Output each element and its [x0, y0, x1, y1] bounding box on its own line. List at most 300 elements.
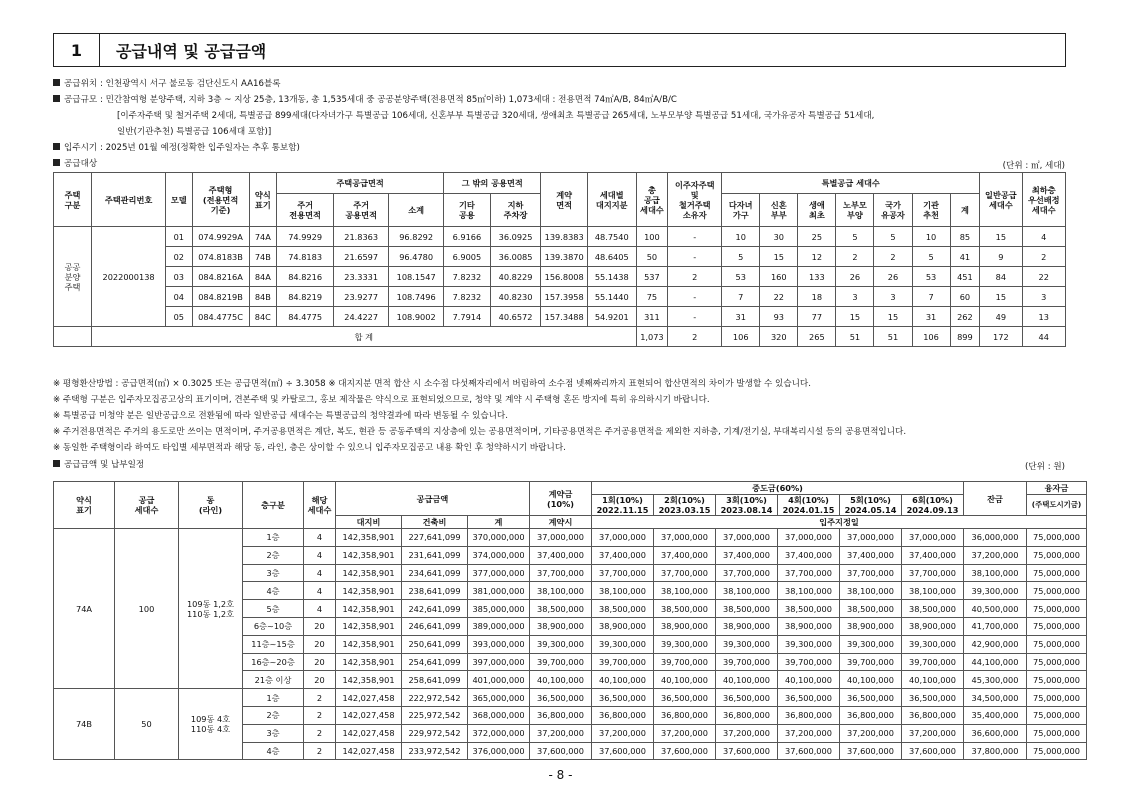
table-cell: 45,300,000 [964, 671, 1027, 689]
table-row [54, 247, 1066, 267]
total-cell: 51 [874, 327, 912, 347]
table-cell: 25 [798, 227, 836, 247]
table-cell: 370,000,000 [468, 529, 530, 547]
table-cell: 381,000,000 [468, 582, 530, 600]
table-cell: 374,000,000 [468, 546, 530, 564]
table-cell: 2층 [243, 706, 304, 724]
table-cell: 54.9201 [587, 307, 636, 327]
table-cell: 133 [798, 267, 836, 287]
table-cell: 36.0085 [490, 247, 541, 267]
table-cell: 37,800,000 [964, 742, 1027, 760]
table-cell: 75,000,000 [1027, 742, 1087, 760]
table-cell: 2 [304, 742, 336, 760]
th-type: 주택 구분 [54, 173, 92, 227]
table-cell: 04 [166, 287, 192, 307]
th2-m6: 6회(10%) 2024.09.13 [902, 495, 964, 516]
table-row [54, 529, 1087, 547]
th-land: 세대별 대지지분 [587, 173, 636, 227]
table-cell: 7 [912, 287, 950, 307]
table-cell: 50 [636, 247, 668, 267]
table-cell: 38,500,000 [840, 600, 902, 618]
table-cell: 385,000,000 [468, 600, 530, 618]
table-cell: 40,100,000 [778, 671, 840, 689]
th-supply-area: 주택공급면적 [277, 173, 444, 194]
table-cell: 142,027,458 [336, 689, 402, 707]
table-cell: 24.4227 [334, 307, 389, 327]
th2-move-in: 입주지정일 [592, 516, 1087, 529]
table-cell: 389,000,000 [468, 617, 530, 635]
unit-label-won: (단위 : 원) [1025, 462, 1065, 472]
table-cell: 100 [636, 227, 668, 247]
table-cell: 39,700,000 [902, 653, 964, 671]
th-other-area: 그 밖의 공용면적 [444, 173, 541, 194]
th2-dep-when: 계약시 [530, 516, 592, 529]
th-etc: 기타 공용 [444, 194, 491, 227]
table-cell: 37,200,000 [592, 724, 654, 742]
table-cell: 36,500,000 [654, 689, 716, 707]
table-cell: 20 [304, 653, 336, 671]
table-cell: 139.3870 [541, 247, 588, 267]
cell-abbr: 74A [54, 529, 115, 689]
table-cell: 258,641,099 [402, 671, 468, 689]
cell-mgmt-code: 2022000138 [92, 227, 166, 327]
total-cell: 265 [798, 327, 836, 347]
th2-abbr: 약식 표기 [54, 482, 115, 529]
table-cell: 5층 [243, 600, 304, 618]
table-cell: 74B [249, 247, 276, 267]
table-cell: 142,358,901 [336, 546, 402, 564]
table-cell: 139.8383 [541, 227, 588, 247]
th-sum: 계 [950, 194, 980, 227]
table-cell: 108.1547 [389, 267, 444, 287]
table-cell: 75,000,000 [1027, 671, 1087, 689]
th2-m3: 3회(10%) 2023.08.14 [716, 495, 778, 516]
table-cell: 16층~20층 [243, 653, 304, 671]
th-merit: 국가 유공자 [874, 194, 912, 227]
th-code: 주택관리번호 [92, 173, 166, 227]
table-cell: 108.7496 [389, 287, 444, 307]
table-cell: 37,600,000 [654, 742, 716, 760]
table-cell: 5 [912, 247, 950, 267]
table-cell: 5 [722, 247, 760, 267]
price-table [53, 481, 1087, 760]
table-cell: 18 [798, 287, 836, 307]
table-cell: 4 [304, 546, 336, 564]
table-cell: 37,600,000 [840, 742, 902, 760]
table-cell: 37,000,000 [530, 529, 592, 547]
table-cell: 21.6597 [334, 247, 389, 267]
table-cell: 39,700,000 [654, 653, 716, 671]
table-cell: 49 [980, 307, 1022, 327]
table-cell: 231,641,099 [402, 546, 468, 564]
note-2: ※ 주택형 구분은 입주자모집공고상의 표기이며, 견본주택 및 카탈로그, 홍보 제작물은 약식으로 표현되었으므로, 청약 및 계약 시 주택형 혼돈 방지에 특히 유의하시기 바랍니다. [53, 395, 710, 405]
total-row [54, 327, 1066, 347]
table-cell: 39,300,000 [902, 635, 964, 653]
table-cell: 75 [636, 287, 668, 307]
info-location: 공급위치 : 인천광역시 서구 불로동 검단신도시 AA16블록 [53, 79, 281, 90]
table-cell: 142,027,458 [336, 706, 402, 724]
table-cell: 23.9277 [334, 287, 389, 307]
table-cell: 75,000,000 [1027, 689, 1087, 707]
table-cell: 96.4780 [389, 247, 444, 267]
table-cell: 38,100,000 [840, 582, 902, 600]
th2-m4: 4회(10%) 2024.01.15 [778, 495, 840, 516]
table-cell: 77 [798, 307, 836, 327]
table-cell: 2 [668, 267, 722, 287]
cell-dong: 109동 1,2호 110동 1,2호 [179, 529, 243, 689]
table-row [54, 287, 1066, 307]
table-cell: 157.3958 [541, 287, 588, 307]
table-cell: 21층 이상 [243, 671, 304, 689]
section-title: 공급내역 및 공급금액 [116, 41, 267, 61]
table-cell: 142,027,458 [336, 742, 402, 760]
square-bullet-icon [53, 460, 60, 467]
table-cell: 12 [798, 247, 836, 267]
th-contract: 계약 면적 [541, 173, 588, 227]
table-cell: 37,700,000 [778, 564, 840, 582]
page-number: - 8 - [548, 768, 573, 782]
th-excl: 주거 전용면적 [277, 194, 334, 227]
th-abbr: 약식 표기 [249, 173, 276, 227]
table-cell: 35,400,000 [964, 706, 1027, 724]
table-cell: 38,900,000 [716, 617, 778, 635]
table-cell: 2 [304, 689, 336, 707]
table-cell: 37,000,000 [902, 529, 964, 547]
table-cell: 42,900,000 [964, 635, 1027, 653]
table-cell: 37,000,000 [840, 529, 902, 547]
table-cell: 41 [950, 247, 980, 267]
table-cell: 26 [874, 267, 912, 287]
table-cell: 1층 [243, 689, 304, 707]
table-cell: 3층 [243, 564, 304, 582]
note-1: ※ 평형환산방법 : 공급면적(㎡) × 0.3025 또는 공급면적(㎡) ÷ 3.3058 ※ 대지지분 면적 합산 시 소수점 다섯째자리에서 버림하여 소수점 넷째짜리까지 표현되어 합산면적의 차이가 발생할 수 있습니다. [53, 379, 811, 389]
table-cell: 37,400,000 [592, 546, 654, 564]
table-cell: 4 [1022, 227, 1065, 247]
table-cell: 13 [1022, 307, 1065, 327]
table-cell: 38,900,000 [592, 617, 654, 635]
table-cell: - [668, 227, 722, 247]
table-cell: 368,000,000 [468, 706, 530, 724]
table-cell: 84.4775 [277, 307, 334, 327]
table-cell: 37,200,000 [778, 724, 840, 742]
table-cell: 7 [722, 287, 760, 307]
table-cell: 074.8183B [192, 247, 249, 267]
table-cell: 4 [304, 529, 336, 547]
total-cell: 899 [950, 327, 980, 347]
table-cell: 10 [912, 227, 950, 247]
table-cell: 393,000,000 [468, 635, 530, 653]
table-cell: 22 [1022, 267, 1065, 287]
table-cell: 93 [760, 307, 798, 327]
th2-bldg: 건축비 [402, 516, 468, 529]
table-cell: 5 [836, 227, 874, 247]
total-cell: 172 [980, 327, 1022, 347]
table-cell: 40.6572 [490, 307, 541, 327]
table-row [54, 267, 1066, 287]
total-cell: 44 [1022, 327, 1065, 347]
cell-house-type: 공공 분양 주택 [54, 227, 92, 327]
table-cell: 2층 [243, 546, 304, 564]
th2-loan: 융자금 [1027, 482, 1087, 495]
table-cell: 74A [249, 227, 276, 247]
table-cell: 242,641,099 [402, 600, 468, 618]
table-cell: 20 [304, 617, 336, 635]
table-cell: 36,500,000 [778, 689, 840, 707]
th-first: 생애 최초 [798, 194, 836, 227]
table-cell: 084.8216A [192, 267, 249, 287]
th-special: 특별공급 세대수 [722, 173, 980, 194]
table-cell: 36,500,000 [840, 689, 902, 707]
table-cell: 36,800,000 [716, 706, 778, 724]
supply-table [53, 172, 1066, 347]
table-cell: 40,100,000 [592, 671, 654, 689]
table-cell: 40,100,000 [530, 671, 592, 689]
th2-middle: 중도금(60%) [592, 482, 964, 495]
table-cell: 38,100,000 [902, 582, 964, 600]
total-cell: 51 [836, 327, 874, 347]
info-scale-detail: [이주자주택 및 철거주택 2세대, 특별공급 899세대(다자녀가구 특별공급 106세대, 신혼부부 특별공급 320세대, 생애최초 특별공급 265세대, 노부모부양 특별공급 51세대, 국가유공자 특별공급 51세대, [117, 111, 875, 121]
table-cell: 20 [304, 635, 336, 653]
table-cell: 39,300,000 [964, 582, 1027, 600]
table-cell: 3 [1022, 287, 1065, 307]
th-multi: 다자녀 가구 [722, 194, 760, 227]
table-cell: 39,300,000 [530, 635, 592, 653]
table-cell: 37,400,000 [778, 546, 840, 564]
note-3: ※ 특별공급 미청약 분은 일반공급으로 전환됨에 따라 일반공급 세대수는 특별공급의 청약결과에 따라 변동될 수 있습니다. [53, 411, 508, 421]
table-cell: 37,600,000 [530, 742, 592, 760]
table-cell: 36,600,000 [964, 724, 1027, 742]
th2-loan-sub: (주택도시기금) [1027, 495, 1087, 516]
table-cell: 401,000,000 [468, 671, 530, 689]
table-cell: 238,641,099 [402, 582, 468, 600]
th2-deposit: 계약금 (10%) [530, 482, 592, 516]
table-cell: 38,900,000 [778, 617, 840, 635]
table-cell: 451 [950, 267, 980, 287]
table-cell: 377,000,000 [468, 564, 530, 582]
info-move-in: 입주시기 : 2025년 01월 예정(정확한 입주일자는 추후 통보함) [53, 143, 300, 154]
table-cell: 31 [912, 307, 950, 327]
table-cell: 37,600,000 [592, 742, 654, 760]
table-cell: 6층~10층 [243, 617, 304, 635]
table-cell: 7.8232 [444, 287, 491, 307]
table-cell: 372,000,000 [468, 724, 530, 742]
table-cell: 37,200,000 [716, 724, 778, 742]
table-cell: 39,300,000 [716, 635, 778, 653]
table-cell: 38,100,000 [716, 582, 778, 600]
cell-total-label: 합 계 [92, 327, 637, 347]
table-cell: 142,358,901 [336, 617, 402, 635]
table-cell: 31 [722, 307, 760, 327]
table-cell: 37,700,000 [530, 564, 592, 582]
table-cell: 2 [304, 724, 336, 742]
table-cell: 38,500,000 [530, 600, 592, 618]
table-cell: 36,000,000 [964, 529, 1027, 547]
info-scale-detail-2: 일반(기관추천) 특별공급 106세대 포함)] [117, 127, 272, 137]
table-cell: 156.8008 [541, 267, 588, 287]
table-cell: 37,000,000 [716, 529, 778, 547]
table-cell: 4 [304, 600, 336, 618]
table-cell: 38,900,000 [654, 617, 716, 635]
table-cell: 38,500,000 [778, 600, 840, 618]
table-cell: 84 [980, 267, 1022, 287]
table-row [54, 227, 1066, 247]
th2-dong: 동 (라인) [179, 482, 243, 529]
table-cell: 39,300,000 [654, 635, 716, 653]
table-cell: 246,641,099 [402, 617, 468, 635]
table-cell: 233,972,542 [402, 742, 468, 760]
table-cell: 48.6405 [587, 247, 636, 267]
table-row [54, 689, 1087, 707]
table-cell: 22 [760, 287, 798, 307]
note-4: ※ 주거전용면적은 주거의 용도로만 쓰이는 면적이며, 주거공용면적은 계단, 복도, 현관 등 공동주택의 지상층에 있는 공용면적이며, 기타공용면적은 주거공용면적을 제외한 지하층, 기계/전기실, 부대복리시설 등의 공용면적입니다. [53, 427, 907, 437]
table-cell: 397,000,000 [468, 653, 530, 671]
table-cell: 15 [874, 307, 912, 327]
th-newly: 신혼 부부 [760, 194, 798, 227]
unit-label-area: (단위 : ㎡, 세대) [1002, 161, 1065, 171]
table-cell: 37,700,000 [654, 564, 716, 582]
table-cell: 40,100,000 [716, 671, 778, 689]
th-lowest: 최하층 우선배정 세대수 [1022, 173, 1065, 227]
table-cell: 39,700,000 [592, 653, 654, 671]
table-cell: 37,200,000 [840, 724, 902, 742]
table-cell: 262 [950, 307, 980, 327]
table-cell: 1층 [243, 529, 304, 547]
table-cell: 40,100,000 [654, 671, 716, 689]
table-cell: 36,500,000 [592, 689, 654, 707]
square-bullet-icon [53, 79, 60, 86]
table-cell: 37,000,000 [592, 529, 654, 547]
table-cell: 36.0925 [490, 227, 541, 247]
table-cell: 75,000,000 [1027, 529, 1087, 547]
table-cell: 15 [980, 227, 1022, 247]
table-cell: 15 [980, 287, 1022, 307]
table-cell: 37,400,000 [902, 546, 964, 564]
th2-units: 공급 세대수 [115, 482, 179, 529]
table-cell: 38,100,000 [778, 582, 840, 600]
table-row [54, 307, 1066, 327]
table-cell: 38,100,000 [530, 582, 592, 600]
table-cell: 26 [836, 267, 874, 287]
total-cell: 320 [760, 327, 798, 347]
th2-m2: 2회(10%) 2023.03.15 [654, 495, 716, 516]
table-cell: 38,900,000 [530, 617, 592, 635]
table-cell: 37,700,000 [902, 564, 964, 582]
table-cell: 41,700,000 [964, 617, 1027, 635]
table-cell: 30 [760, 227, 798, 247]
th-htype: 주택형 (전용면적 기준) [192, 173, 249, 227]
table-cell: 75,000,000 [1027, 724, 1087, 742]
info-scale: 공급규모 : 민간참여형 분양주택, 지하 3층 ~ 지상 25층, 13개동, 총 1,535세대 중 공공분양주택(전용면적 85㎡이하) 1,073세대 : 전용면적 74㎡A/B, 84㎡A/B/C [53, 95, 677, 106]
table-cell: - [668, 247, 722, 267]
table-cell: 37,700,000 [592, 564, 654, 582]
table-cell: 142,358,901 [336, 564, 402, 582]
table-cell: 55.1438 [587, 267, 636, 287]
table-cell: 229,972,542 [402, 724, 468, 742]
table-cell: 160 [760, 267, 798, 287]
table-cell: 36,500,000 [530, 689, 592, 707]
table-cell: 254,641,099 [402, 653, 468, 671]
note-5: ※ 동일한 주택형이라 하여도 타입별 세부면적과 해당 동, 라인, 층은 상이할 수 있으니 입주자모집공고 내용 확인 후 청약하시기 바랍니다. [53, 443, 566, 453]
table-cell: 142,358,901 [336, 635, 402, 653]
table-cell: 5 [874, 227, 912, 247]
table-cell: 142,358,901 [336, 653, 402, 671]
cell-dong: 109동 4호 110동 4호 [179, 689, 243, 760]
th2-cnt: 해당 세대수 [304, 482, 336, 529]
table-cell: 250,641,099 [402, 635, 468, 653]
table-cell: - [668, 307, 722, 327]
table-cell: 142,358,901 [336, 671, 402, 689]
table-cell: 10 [722, 227, 760, 247]
cell-units: 50 [115, 689, 179, 760]
table-cell: 3 [874, 287, 912, 307]
table-cell: 53 [722, 267, 760, 287]
table-cell: 36,800,000 [592, 706, 654, 724]
section2-title: 공급금액 및 납부일정 [53, 460, 144, 471]
table-cell: 2 [874, 247, 912, 267]
table-cell: 234,641,099 [402, 564, 468, 582]
section-header [53, 33, 1066, 67]
table-cell: 36,800,000 [778, 706, 840, 724]
table-cell: 40,100,000 [902, 671, 964, 689]
table-cell: 6.9166 [444, 227, 491, 247]
table-cell: 227,641,099 [402, 529, 468, 547]
th-park: 지하 주차장 [490, 194, 541, 227]
total-cell: 106 [912, 327, 950, 347]
table-cell: 157.3488 [541, 307, 588, 327]
table-cell: 3층 [243, 724, 304, 742]
table-cell: 74.9929 [277, 227, 334, 247]
table-cell: 6.9005 [444, 247, 491, 267]
table-cell: 39,300,000 [778, 635, 840, 653]
th2-m5: 5회(10%) 2024.05.14 [840, 495, 902, 516]
square-bullet-icon [53, 143, 60, 150]
table-cell: 75,000,000 [1027, 546, 1087, 564]
table-cell: 142,027,458 [336, 724, 402, 742]
table-cell: 84C [249, 307, 276, 327]
table-cell: 2 [1022, 247, 1065, 267]
table-cell: 40,500,000 [964, 600, 1027, 618]
table-cell: 75,000,000 [1027, 582, 1087, 600]
table-cell: 376,000,000 [468, 742, 530, 760]
th-comm: 주거 공용면적 [334, 194, 389, 227]
table-cell: 142,358,901 [336, 600, 402, 618]
table-cell: 15 [836, 307, 874, 327]
total-cell: 2 [668, 327, 722, 347]
table-cell: 02 [166, 247, 192, 267]
square-bullet-icon [53, 159, 60, 166]
table-cell: 84B [249, 287, 276, 307]
table-cell: 2 [836, 247, 874, 267]
table-cell: 48.7540 [587, 227, 636, 247]
table-cell: 85 [950, 227, 980, 247]
table-cell: 084.8219B [192, 287, 249, 307]
table-cell: 39,700,000 [840, 653, 902, 671]
table-cell: 38,500,000 [716, 600, 778, 618]
table-cell: 37,000,000 [778, 529, 840, 547]
th-elder: 노부모 부양 [836, 194, 874, 227]
table-cell: 3 [836, 287, 874, 307]
table-cell: 40.8230 [490, 287, 541, 307]
table-cell: 37,200,000 [902, 724, 964, 742]
table-cell: 36,500,000 [716, 689, 778, 707]
table-cell: 55.1440 [587, 287, 636, 307]
table-cell: 75,000,000 [1027, 635, 1087, 653]
table-cell: 40.8229 [490, 267, 541, 287]
table-cell: 53 [912, 267, 950, 287]
th2-sum: 계 [468, 516, 530, 529]
table-cell: 39,300,000 [592, 635, 654, 653]
table-cell: 03 [166, 267, 192, 287]
